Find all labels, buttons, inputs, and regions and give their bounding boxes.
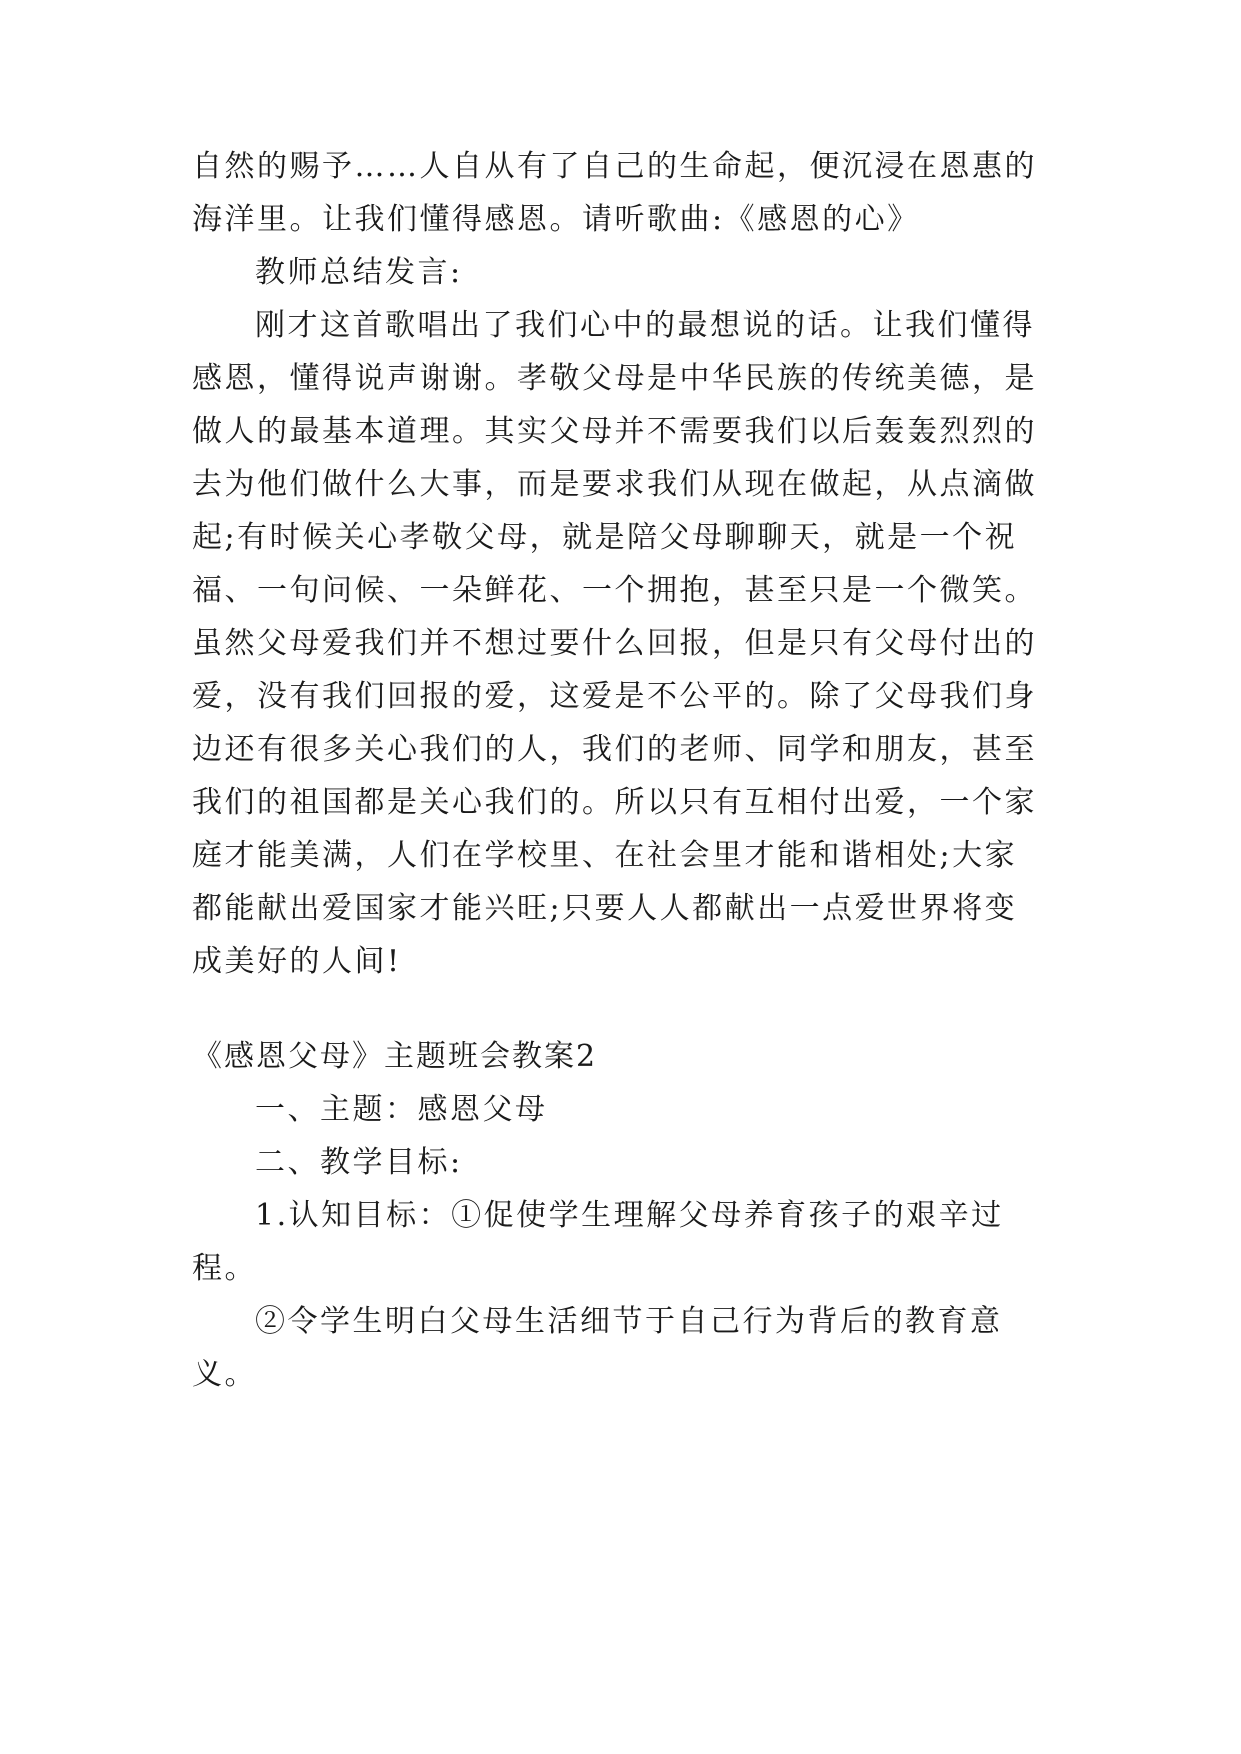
paragraph-line: 自然的赐予……人自从有了自己的生命起，便沉浸在恩惠的 <box>192 149 1037 184</box>
outline-item: 二、教学目标: <box>255 1145 463 1180</box>
paragraph-line: 我们的祖国都是关心我们的。所以只有互相付出爱，一个家 <box>192 785 1037 820</box>
paragraph-line: 福、一句问候、一朵鲜花、一个拥抱，甚至只是一个微笑。 <box>192 573 1037 608</box>
paragraph-line: 虽然父母爱我们并不想过要什么回报，但是只有父母付出的 <box>192 626 1037 661</box>
paragraph-line: 刚才这首歌唱出了我们心中的最想说的话。让我们懂得 <box>255 308 1035 343</box>
goal-line: 1.认知目标：①促使学生理解父母养育孩子的艰辛过 <box>255 1198 1004 1233</box>
paragraph-line: 边还有很多关心我们的人，我们的老师、同学和朋友，甚至 <box>192 732 1037 767</box>
paragraph-line: 去为他们做什么大事，而是要求我们从现在做起，从点滴做 <box>192 467 1037 502</box>
paragraph-line: 都能献出爱国家才能兴旺;只要人人都献出一点爱世界将变 <box>192 891 1018 926</box>
outline-item: 一、主题：感恩父母 <box>255 1092 548 1127</box>
goal-line: ②令学生明白父母生活细节于自己行为背后的教育意 <box>255 1304 1003 1339</box>
section-title: 《感恩父母》主题班会教案2 <box>192 1039 598 1074</box>
teacher-summary-heading: 教师总结发言: <box>255 255 463 290</box>
goal-line: 程。 <box>192 1251 257 1286</box>
goal-line: 义。 <box>192 1357 257 1392</box>
paragraph-line: 起;有时候关心孝敬父母，就是陪父母聊聊天，就是一个祝 <box>192 520 1018 555</box>
paragraph-line: 爱，没有我们回报的爱，这爱是不公平的。除了父母我们身 <box>192 679 1037 714</box>
paragraph-line: 成美好的人间! <box>192 944 402 979</box>
paragraph-line: 感恩，懂得说声谢谢。孝敬父母是中华民族的传统美德，是 <box>192 361 1037 396</box>
paragraph-line: 做人的最基本道理。其实父母并不需要我们以后轰轰烈烈的 <box>192 414 1037 449</box>
paragraph-line: 庭才能美满，人们在学校里、在社会里才能和谐相处;大家 <box>192 838 1018 873</box>
paragraph-line: 海洋里。让我们懂得感恩。请听歌曲:《感恩的心》 <box>192 202 920 237</box>
